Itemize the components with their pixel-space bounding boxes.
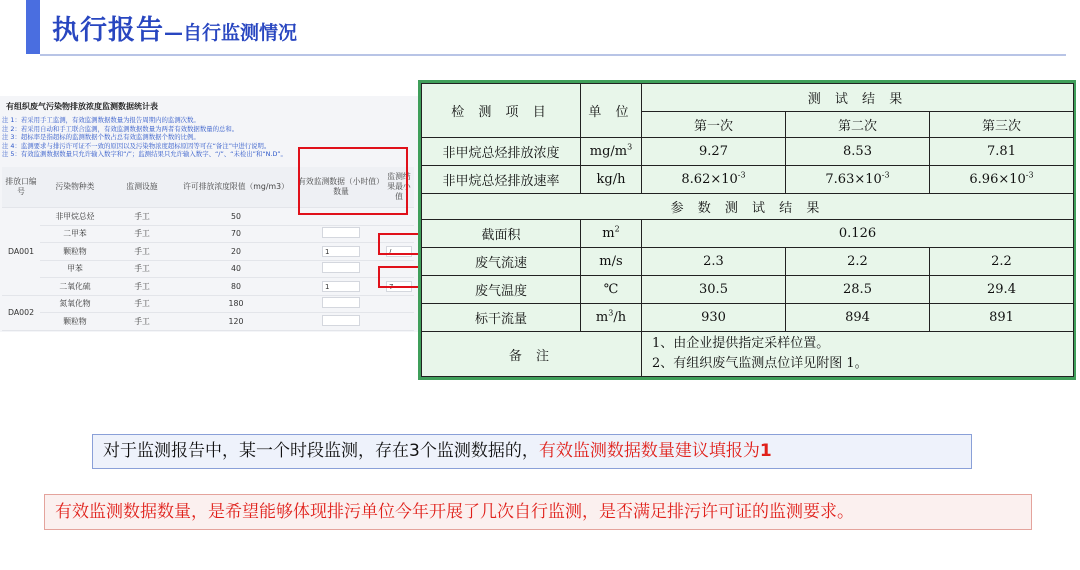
col-header-limit: 许可排放浓度限值（mg/m3） [174, 167, 298, 208]
value-cell: 2.3 [642, 248, 786, 276]
count-input[interactable] [322, 262, 360, 273]
outlet-id: DA001 [2, 208, 40, 296]
count-input[interactable]: 1 [322, 246, 360, 257]
pollutant-cell: 二甲苯 [40, 225, 110, 243]
value-cell: 891 [930, 304, 1074, 332]
value-cell: 0.126 [642, 220, 1074, 248]
table-row [2, 260, 414, 278]
unit-cell: ℃ [581, 276, 642, 304]
min-cell [384, 295, 414, 313]
count-cell [298, 295, 384, 313]
table-row [2, 278, 414, 296]
callout-2-text: 有效监测数据数量，是希望能够体现排污单位今年开展了几次自行监测，是否满足排污许可证的监测要求。 [55, 502, 854, 522]
facility-cell: 手工 [110, 208, 174, 226]
col-header-valid-count: 有效监测数据（小时值）数量 [298, 167, 384, 208]
header-item: 检 测 项 目 [422, 84, 581, 138]
table-row [2, 313, 414, 331]
item-cell: 非甲烷总烃排放浓度 [422, 138, 581, 166]
count-cell [298, 278, 384, 296]
table-row [422, 304, 1074, 332]
unit-cell: $mg/m^3$ [581, 138, 642, 166]
value-cell: 930 [642, 304, 786, 332]
callout-suggestion [92, 434, 972, 469]
value-cell: 2.2 [786, 248, 930, 276]
value-cell: 2.2 [930, 248, 1074, 276]
count-input[interactable] [322, 315, 360, 326]
value-cell: 7.81 [930, 138, 1074, 166]
facility-cell: 手工 [110, 243, 174, 261]
note-5: 注 5：有效监测数据数量只允许输入数字和“/”；监测结果只允许输入数字、“/”、“未检出”和“N.D”。 [2, 150, 287, 159]
item-cell: 截面积 [422, 220, 581, 248]
page-title [52, 8, 297, 47]
note-1: 注 1：若采用手工监测，有效监测数据数量为报告周期内的监测次数。 [2, 116, 200, 124]
pollutant-cell: 非甲烷总烃 [40, 208, 110, 226]
value-cell: 9.27 [642, 138, 786, 166]
col-header-pollutant: 污染物种类 [40, 167, 110, 208]
value-cell: $7.63\times 10^{-3}$ [786, 166, 930, 194]
left-sheet [0, 96, 430, 332]
note-3: 注 3：超标率是指超标的监测数据个数占总有效监测数据个数的比例。 [2, 133, 200, 142]
unit-cell: m/s [581, 248, 642, 276]
table-row [422, 166, 1074, 194]
item-cell: 非甲烷总烃排放速率 [422, 166, 581, 194]
header-accent-bar [26, 0, 40, 54]
header-unit: 单 位 [581, 84, 642, 138]
callout-purpose [44, 494, 1032, 530]
outlet-id: DA002 [2, 295, 40, 330]
note-4: 注 4：监测要求与排污许可证不一致的原因以及污染物浓度超标原因等可在“备注”中进行说明。 [2, 141, 271, 150]
count-cell [298, 260, 384, 278]
facility-cell: 手工 [110, 225, 174, 243]
header-results: 测 试 结 果 [642, 84, 1074, 112]
table-row [422, 332, 1074, 377]
limit-cell: 20 [174, 243, 298, 261]
table-row [422, 276, 1074, 304]
table-row [2, 225, 414, 243]
param-results-header: 参 数 测 试 结 果 [422, 194, 1074, 220]
value-cell: 30.5 [642, 276, 786, 304]
title-main: 执行报告 [52, 15, 164, 46]
facility-cell: 手工 [110, 313, 174, 331]
test-report-table [421, 83, 1074, 377]
limit-cell: 40 [174, 260, 298, 278]
limit-cell: 80 [174, 278, 298, 296]
note-2: 注 2：若采用自动和手工联合监测，有效监测数据数量为两者有效数据数量的总和。 [2, 124, 239, 133]
table-row [422, 220, 1074, 248]
item-cell: 废气流速 [422, 248, 581, 276]
pollutant-cell: 氮氧化物 [40, 295, 110, 313]
min-input[interactable]: / [386, 246, 412, 257]
col-header-outlet: 排放口编号 [2, 167, 40, 208]
limit-cell: 180 [174, 295, 298, 313]
pollutant-cell: 甲苯 [40, 260, 110, 278]
callout-1-highlight: 有效监测数据数量建议填报为 [538, 441, 760, 461]
min-cell [384, 313, 414, 331]
title-dash: — [164, 22, 183, 44]
remarks-cell [642, 332, 1074, 377]
callout-1-text: 对于监测报告中，某一个时段监测，存在3个监测数据的， [103, 441, 539, 461]
pollutant-cell: 二氧化硫 [40, 278, 110, 296]
table-row [422, 138, 1074, 166]
col-header-facility: 监测设施 [110, 167, 174, 208]
min-input[interactable]: 7 [386, 281, 412, 292]
count-cell [298, 243, 384, 261]
count-cell [298, 225, 384, 243]
facility-cell: 手工 [110, 295, 174, 313]
unit-cell: $m^2$ [581, 220, 642, 248]
value-cell: 8.53 [786, 138, 930, 166]
header-run-3: 第三次 [930, 112, 1074, 138]
facility-cell: 手工 [110, 278, 174, 296]
callout-1-highlight-num: 1 [759, 441, 772, 461]
value-cell: $6.96\times 10^{-3}$ [930, 166, 1074, 194]
title-subtitle: 自行监测情况 [183, 22, 298, 44]
pollutant-cell: 颗粒物 [40, 313, 110, 331]
unit-cell: kg/h [581, 166, 642, 194]
test-report [418, 80, 1076, 380]
highlight-valid-count-header [298, 147, 408, 215]
table-row [2, 295, 414, 313]
col-header-min: 监测结果最小值 [384, 167, 414, 208]
remark-2: 2、有组织废气监测点位详见附图 1。 [652, 356, 868, 371]
left-sheet-title: 有组织废气污染物排放浓度监测数据统计表 [6, 102, 158, 111]
limit-cell: 50 [174, 208, 298, 226]
item-cell: 废气温度 [422, 276, 581, 304]
value-cell: 894 [786, 304, 930, 332]
count-input[interactable] [322, 297, 360, 308]
table-row [2, 243, 414, 261]
limit-cell: 120 [174, 313, 298, 331]
item-cell: 标干流量 [422, 304, 581, 332]
value-cell: $8.62\times 10^{-3}$ [642, 166, 786, 194]
value-cell: 29.4 [930, 276, 1074, 304]
remarks-label: 备 注 [422, 332, 642, 377]
limit-cell: 70 [174, 225, 298, 243]
header-run-1: 第一次 [642, 112, 786, 138]
header-divider [40, 54, 1066, 56]
count-input[interactable] [322, 227, 360, 238]
header-run-2: 第二次 [786, 112, 930, 138]
remark-1: 1、由企业提供指定采样位置。 [652, 336, 830, 351]
table-row [422, 248, 1074, 276]
count-input[interactable]: 1 [322, 281, 360, 292]
pollutant-cell: 颗粒物 [40, 243, 110, 261]
count-cell [298, 313, 384, 331]
facility-cell: 手工 [110, 260, 174, 278]
unit-cell: $m^3/h$ [581, 304, 642, 332]
value-cell: 28.5 [786, 276, 930, 304]
